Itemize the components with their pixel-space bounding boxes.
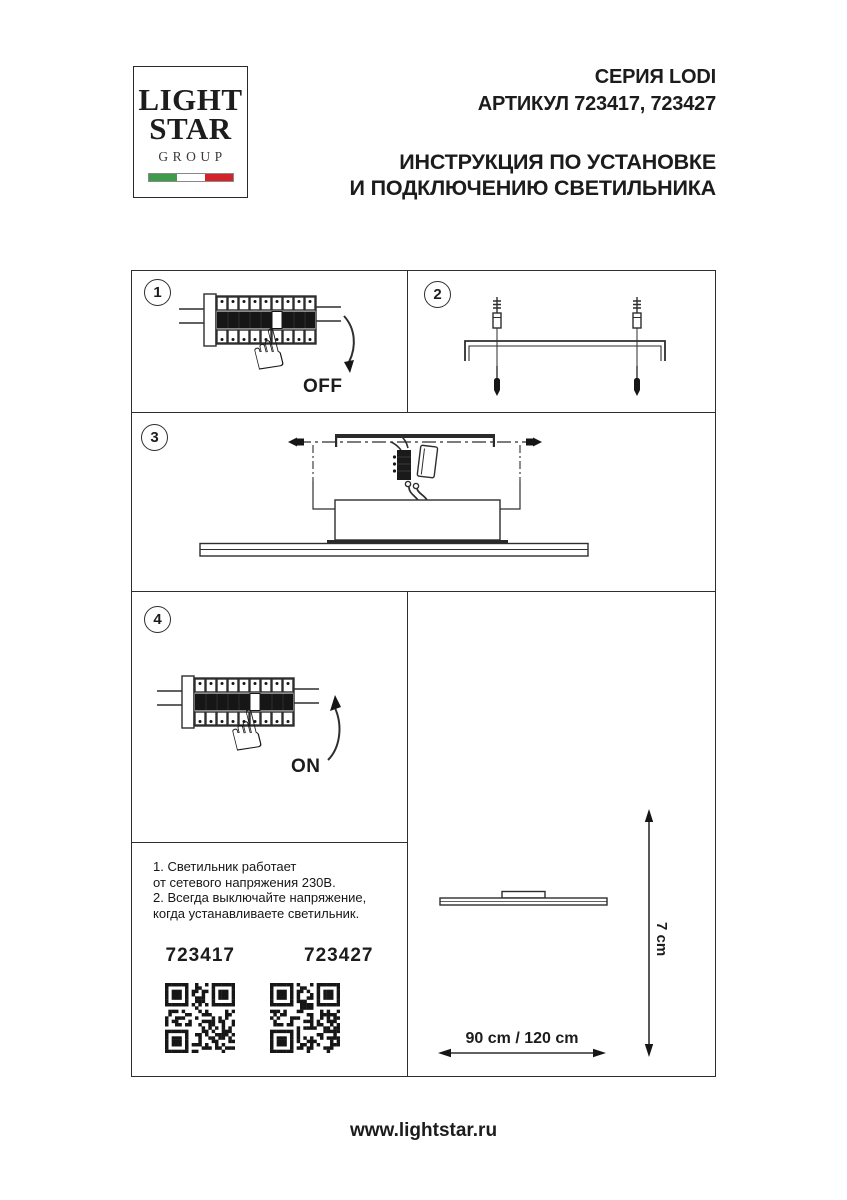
fixture-profile bbox=[440, 892, 607, 906]
fixture-side-view bbox=[408, 592, 716, 1077]
qr-code bbox=[270, 983, 340, 1053]
width-dimension-arrow bbox=[438, 1049, 606, 1057]
wire bbox=[417, 489, 427, 500]
article-label: АРТИКУЛ 723417, 723427 bbox=[477, 93, 716, 115]
fixture-installation-illustration bbox=[131, 413, 716, 592]
step2-number-badge: 2 bbox=[424, 281, 451, 308]
flag-red-stripe bbox=[205, 174, 233, 181]
safety-notes bbox=[153, 859, 366, 921]
header-product-info bbox=[478, 64, 716, 118]
breaker-on-illustration bbox=[131, 592, 408, 843]
article-code: 723417 bbox=[165, 945, 235, 966]
pointing-hand-icon: ☝ bbox=[221, 696, 269, 767]
instruction-title bbox=[350, 149, 716, 201]
italy-flag bbox=[148, 173, 234, 182]
instruction-title-line2: И ПОДКЛЮЧЕНИЮ СВЕТИЛЬНИКА bbox=[349, 176, 716, 200]
note-line: когда устанавливаете светильник. bbox=[153, 905, 360, 921]
screw-right bbox=[526, 438, 542, 447]
dimensions-panel bbox=[408, 592, 716, 1077]
light-panel bbox=[200, 544, 588, 557]
logo-word-group: GROUP bbox=[158, 149, 227, 164]
logo-word-light: LIGHT bbox=[138, 82, 243, 117]
note-line: 1. Светильник работает bbox=[153, 859, 297, 874]
lightstar-logo bbox=[133, 66, 248, 198]
website-url: www.lightstar.ru bbox=[349, 1120, 498, 1141]
step4-number-badge: 4 bbox=[144, 606, 171, 633]
height-dimension-arrow bbox=[645, 809, 653, 1057]
mounting-bracket-illustration bbox=[408, 270, 716, 413]
article-codes bbox=[131, 945, 408, 967]
up-arrow-icon bbox=[330, 695, 341, 711]
terminal-block bbox=[397, 450, 411, 480]
connector-cover bbox=[417, 445, 438, 478]
series-label: СЕРИЯ LODI bbox=[594, 66, 716, 88]
logo-word-star: STAR bbox=[149, 111, 232, 146]
note-line: от сетевого напряжения 230В. bbox=[153, 874, 336, 890]
screw-left bbox=[288, 438, 304, 447]
pointing-hand-icon: ☝ bbox=[243, 315, 291, 386]
height-dimension-label: 7 cm bbox=[653, 922, 670, 957]
down-arrow-icon bbox=[344, 360, 354, 373]
article-code: 723427 bbox=[304, 945, 374, 966]
step1-panel bbox=[131, 270, 408, 413]
flag-white-stripe bbox=[177, 174, 205, 181]
instruction-title-line1: ИНСТРУКЦИЯ ПО УСТАНОВКЕ bbox=[399, 150, 716, 174]
step3-panel bbox=[131, 413, 716, 592]
qr-code bbox=[165, 983, 235, 1053]
wiring-detail-circle bbox=[384, 434, 452, 502]
note-line: 2. Всегда выключайте напряжение, bbox=[153, 890, 367, 905]
step1-number-badge: 1 bbox=[144, 279, 171, 306]
step2-panel bbox=[408, 270, 716, 413]
step3-number-badge: 3 bbox=[141, 424, 168, 451]
off-label: OFF bbox=[303, 376, 343, 397]
width-dimension-label: 90 cm / 120 cm bbox=[465, 1030, 579, 1047]
flag-green-stripe bbox=[149, 174, 177, 181]
step4-panel bbox=[131, 592, 408, 843]
on-label: ON bbox=[291, 756, 321, 777]
driver-box bbox=[335, 500, 500, 540]
